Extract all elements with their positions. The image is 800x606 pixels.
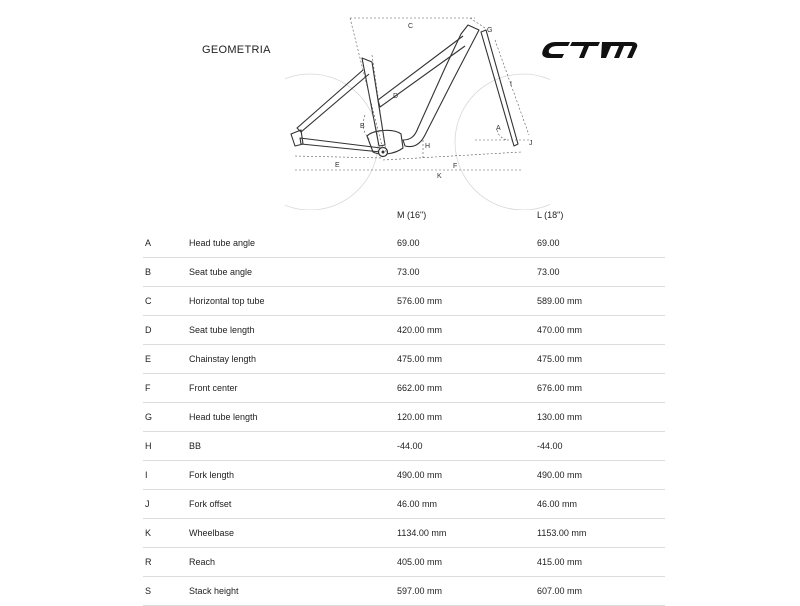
row-value-m: 662.00 mm <box>397 383 443 393</box>
row-key: K <box>145 528 152 538</box>
row-value-l: 69.00 <box>537 238 560 248</box>
table-row-wheelbase <box>143 519 665 548</box>
row-name: Front center <box>189 383 238 393</box>
row-value-l: 130.00 mm <box>537 412 583 422</box>
page-title: GEOMETRIA <box>202 44 271 56</box>
row-key: F <box>145 383 151 393</box>
dim-label-b: B <box>360 123 365 130</box>
row-value-m: 69.00 <box>397 238 420 248</box>
table-row-horizontal-top-tube <box>143 287 665 316</box>
row-name: Head tube length <box>189 412 258 422</box>
dim-label-e: E <box>335 162 340 169</box>
row-name: Stack height <box>189 586 239 596</box>
dim-label-k: K <box>437 173 442 180</box>
row-key: R <box>145 557 152 567</box>
geometry-table <box>143 229 665 606</box>
row-value-m: 490.00 mm <box>397 470 443 480</box>
row-value-m: 420.00 mm <box>397 325 443 335</box>
front-wheel <box>455 74 550 210</box>
bike-geometry-diagram <box>285 10 550 210</box>
table-row-fork-length <box>143 461 665 490</box>
row-name: Head tube angle <box>189 238 256 248</box>
dim-label-a: A <box>496 125 501 132</box>
bike-frame <box>291 25 518 154</box>
row-value-m: 120.00 mm <box>397 412 443 422</box>
bottom-bracket-center <box>382 151 385 154</box>
row-name: Seat tube angle <box>189 267 253 277</box>
dim-label-h: H <box>425 143 431 150</box>
table-row-fork-offset <box>143 490 665 519</box>
row-name: Seat tube length <box>189 325 255 335</box>
row-name: Wheelbase <box>189 528 235 538</box>
row-name: Fork length <box>189 470 235 480</box>
row-key: S <box>145 586 152 596</box>
row-value-m: 576.00 mm <box>397 296 443 306</box>
row-value-l: 470.00 mm <box>537 325 583 335</box>
row-key: A <box>145 238 152 248</box>
row-name: Horizontal top tube <box>189 296 265 306</box>
row-value-l: 589.00 mm <box>537 296 583 306</box>
row-value-l: 490.00 mm <box>537 470 583 480</box>
row-value-l: 1153.00 mm <box>537 528 587 538</box>
row-value-m: 405.00 mm <box>397 557 443 567</box>
row-key: C <box>145 296 152 306</box>
row-value-m: 475.00 mm <box>397 354 443 364</box>
row-key: B <box>145 267 152 277</box>
table-row-stack-height <box>143 577 665 606</box>
row-value-l: -44.00 <box>537 441 563 451</box>
dim-label-i: I <box>510 81 512 88</box>
dim-label-d: D <box>393 93 399 100</box>
row-value-m: 73.00 <box>397 267 420 277</box>
row-value-l: 46.00 mm <box>537 499 578 509</box>
table-row-head-tube-length <box>143 403 665 432</box>
row-value-l: 475.00 mm <box>537 354 583 364</box>
row-value-l: 676.00 mm <box>537 383 583 393</box>
table-row-reach <box>143 548 665 577</box>
table-row-front-center <box>143 374 665 403</box>
table-row-seat-tube-angle <box>143 258 665 287</box>
row-value-m: 46.00 mm <box>397 499 438 509</box>
row-name: Reach <box>189 557 216 567</box>
column-header-m: M (16") <box>397 210 427 220</box>
column-header-l: L (18") <box>537 210 564 220</box>
row-key: H <box>145 441 152 451</box>
row-value-l: 73.00 <box>537 267 560 277</box>
table-row-bb <box>143 432 665 461</box>
table-row-chainstay-length <box>143 345 665 374</box>
row-name: BB <box>189 441 202 451</box>
table-row-head-tube-angle <box>143 229 665 258</box>
dim-label-c: C <box>408 23 414 30</box>
dim-label-j: J <box>529 140 533 147</box>
row-value-l: 415.00 mm <box>537 557 583 567</box>
row-key: E <box>145 354 152 364</box>
row-key: D <box>145 325 152 335</box>
row-key: G <box>145 412 153 422</box>
brand-logo <box>540 40 638 60</box>
row-value-m: -44.00 <box>397 441 423 451</box>
row-name: Fork offset <box>189 499 232 509</box>
table-row-seat-tube-length <box>143 316 665 345</box>
dim-label-g: G <box>487 27 493 34</box>
row-value-m: 1134.00 mm <box>397 528 447 538</box>
row-key: J <box>145 499 150 509</box>
row-value-m: 597.00 mm <box>397 586 443 596</box>
row-value-l: 607.00 mm <box>537 586 583 596</box>
row-key: I <box>145 470 148 480</box>
dim-label-f: F <box>453 163 458 170</box>
row-name: Chainstay length <box>189 354 257 364</box>
